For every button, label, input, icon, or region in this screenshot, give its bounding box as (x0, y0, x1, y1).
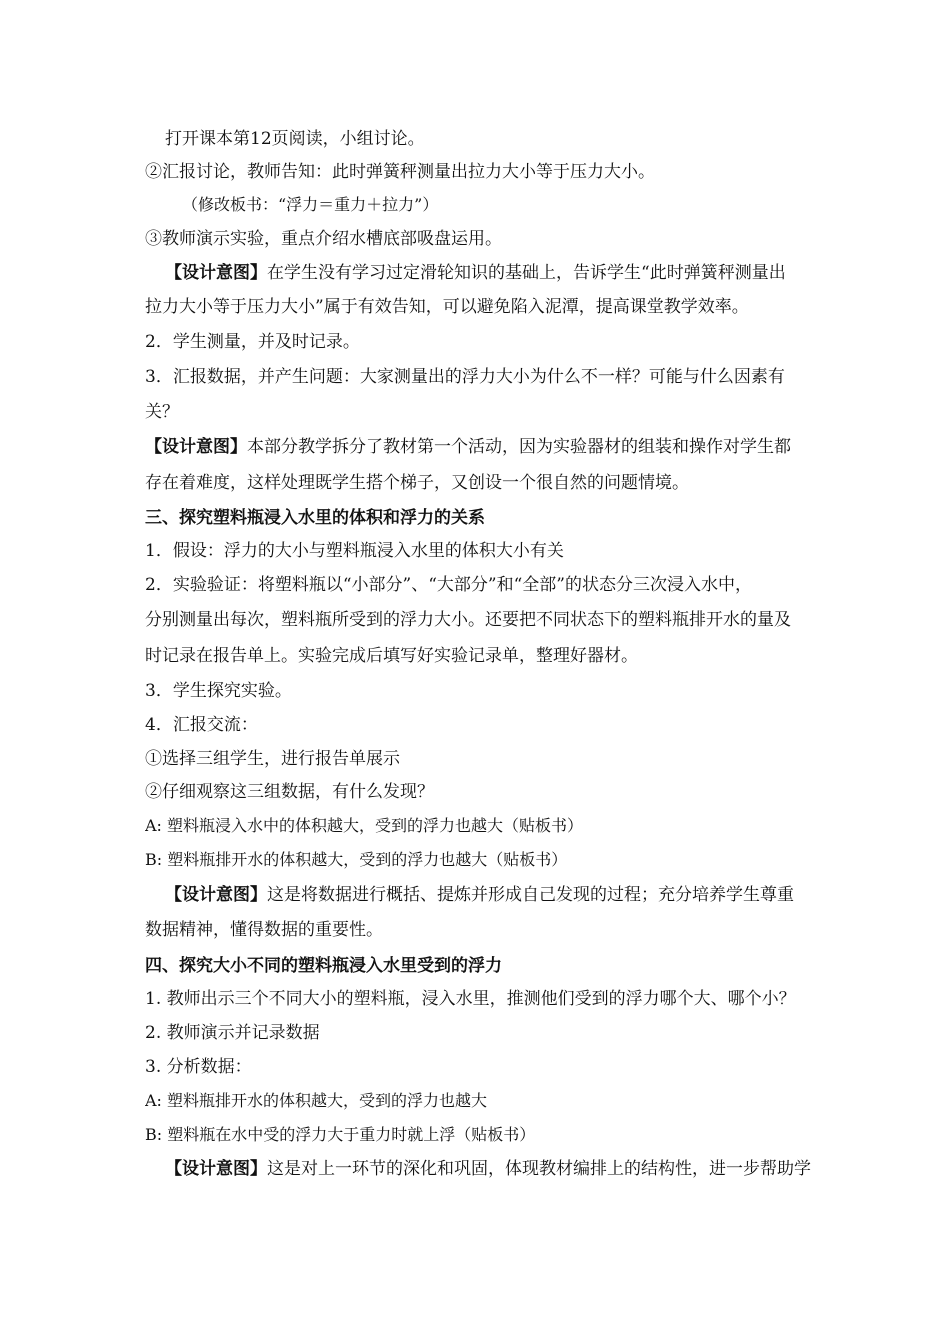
text-line: ②汇报讨论，教师告知：此时弹簧秤测量出拉力大小等于压力大小。 (145, 162, 655, 182)
design-intent-line (145, 436, 825, 458)
text-line: 拉力大小等于压力大小”属于有效告知，可以避免陷入泥潭，提高课堂教学效率。 (145, 297, 749, 317)
text-line: 关？ (145, 402, 179, 422)
text-line: 数据精神，懂得数据的重要性。 (145, 920, 383, 940)
text-line: ③教师演示实验，重点介绍水槽底部吸盘运用。 (145, 229, 502, 249)
text-line: 时记录在报告单上。实验完成后填写好实验记录单，整理好器材。 (145, 646, 638, 666)
text-line: ①选择三组学生，进行报告单展示 (145, 749, 400, 769)
section-heading: 三、探究塑料瓶浸入水里的体积和浮力的关系 (145, 508, 485, 528)
text-line: 存在着难度，这样处理既学生搭个梯子，又创设一个很自然的问题情境。 (145, 473, 689, 493)
design-intent-tag: 【设计意图】 (165, 263, 267, 283)
design-intent-text: 在学生没有学习过定滑轮知识的基础上，告诉学生“此时弹簧秤测量出 (267, 263, 786, 283)
design-intent-line (165, 1158, 845, 1180)
design-intent-text: 这是对上一环节的深化和巩固，体现教材编排上的结构性，进一步帮助学 (267, 1159, 811, 1179)
text-line: 打开课本第12页阅读，小组讨论。 (165, 129, 425, 149)
design-intent-tag: 【设计意图】 (165, 885, 267, 905)
text-line: ②仔细观察这三组数据，有什么发现？ (145, 782, 434, 802)
text-line: 2．学生测量，并及时记录。 (145, 332, 360, 352)
text-line: B: 塑料瓶在水中受的浮力大于重力时就上浮（贴板书） (145, 1125, 536, 1144)
design-intent-tag: 【设计意图】 (145, 437, 247, 457)
text-line: 3．学生探究实验。 (145, 681, 292, 701)
text-line: 3．汇报数据，并产生问题：大家测量出的浮力大小为什么不一样？可能与什么因素有 (145, 367, 785, 387)
text-line: A: 塑料瓶排开水的体积越大，受到的浮力也越大 (145, 1091, 488, 1110)
design-intent-tag: 【设计意图】 (165, 1159, 267, 1179)
text-line: 2．实验验证：将塑料瓶以“小部分”、“大部分”和“全部”的状态分三次浸入水中， (145, 575, 752, 595)
text-line: 3. 分析数据： (145, 1057, 252, 1077)
design-intent-line (165, 262, 845, 284)
text-line: 2. 教师演示并记录数据 (145, 1023, 320, 1043)
design-intent-line (165, 884, 845, 906)
design-intent-text: 这是将数据进行概括、提炼并形成自己发现的过程；充分培养学生尊重 (267, 885, 794, 905)
text-line: B: 塑料瓶排开水的体积越大，受到的浮力也越大（贴板书） (145, 850, 568, 869)
text-line: 1. 教师出示三个不同大小的塑料瓶，浸入水里，推测他们受到的浮力哪个大、哪个小？ (145, 989, 796, 1009)
text-line: （修改板书：“浮力＝重力＋拉力”） (182, 195, 439, 214)
text-line: 4．汇报交流： (145, 715, 258, 735)
design-intent-text: 本部分教学拆分了教材第一个活动，因为实验器材的组装和操作对学生都 (247, 437, 791, 457)
section-heading: 四、探究大小不同的塑料瓶浸入水里受到的浮力 (145, 956, 502, 976)
text-line: A: 塑料瓶浸入水中的体积越大，受到的浮力也越大（贴板书） (145, 816, 584, 835)
text-line: 1．假设：浮力的大小与塑料瓶浸入水里的体积大小有关 (145, 541, 564, 561)
text-line: 分别测量出每次，塑料瓶所受到的浮力大小。还要把不同状态下的塑料瓶排开水的量及 (145, 610, 791, 630)
